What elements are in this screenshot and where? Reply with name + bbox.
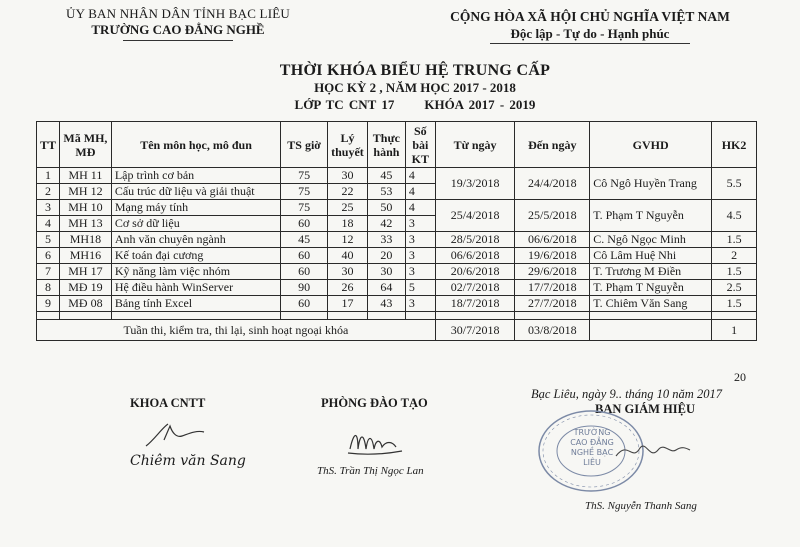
semester-line: HỌC KỲ 2 , NĂM HỌC 2017 - 2018 [314, 80, 516, 95]
board-title: BAN GIÁM HIỆU [595, 402, 696, 416]
dept-signature-icon [140, 418, 210, 454]
training-signer-name: ThS. Trần Thị Ngọc Lan [317, 465, 424, 477]
table-row: 4 MH 13 Cơ sở dữ liệu 60 18 42 3 [37, 216, 757, 232]
table-header-row [37, 122, 757, 168]
issuer-underline [123, 40, 233, 41]
stamp-text: TRƯỜNG CAO ĐẲNG NGHỀ BẠC LIÊU [570, 428, 614, 467]
total-weeks: 20 [734, 370, 746, 384]
col-practice: Thực hành [367, 122, 405, 168]
col-total-hours: TS giờ [281, 122, 328, 168]
table-row: 8 MĐ 19 Hệ điều hành WinServer 90 26 64 5 02/7/2018 17/7/2018 T. Phạm T Nguyễn 2.5 [37, 280, 757, 296]
issuer-school: TRƯỜNG CAO ĐẲNG NGHỀ [91, 22, 265, 37]
table-row: 7 MH 17 Kỹ năng làm việc nhóm 60 30 30 3 20/6/2018 29/6/2018 T. Trương M Điền 1.5 [37, 264, 757, 280]
issuer-org: ỦY BAN NHÂN DÂN TỈNH BẠC LIÊU [66, 6, 290, 21]
national-motto: Độc lập - Tự do - Hạnh phúc [510, 26, 670, 41]
col-tt: TT [37, 122, 60, 168]
col-name: Tên môn học, mô đun [111, 122, 280, 168]
class-name: LỚP TC CNT 17 [294, 97, 395, 112]
table-row: 9 MĐ 08 Bảng tính Excel 60 17 43 3 18/7/2018 27/7/2018 T. Chiêm Văn Sang 1.5 [37, 296, 757, 312]
class-line [200, 96, 630, 113]
col-hk2: HK2 [712, 122, 757, 168]
document-title: THỜI KHÓA BIỂU HỆ TRUNG CẤP [279, 62, 551, 79]
timetable [36, 121, 757, 341]
place-date: Bạc Liêu, ngày 9.. tháng 10 năm 2017 [531, 387, 722, 401]
col-code: Mã MH, MĐ [60, 122, 112, 168]
col-tests: Số bài KT [405, 122, 435, 168]
national-heading [420, 8, 760, 44]
training-office-title: PHÒNG ĐÀO TẠO [321, 396, 428, 410]
board-signer-name: ThS. Nguyễn Thanh Sang [585, 500, 697, 512]
summary-row [37, 320, 757, 341]
summary-hk2: 1 [712, 320, 757, 341]
table-row: 5 MH18 Anh văn chuyên ngành 45 12 33 3 28/5/2018 06/6/2018 C. Ngô Ngọc Minh 1.5 [37, 232, 757, 248]
col-theory: Lý thuyết [327, 122, 367, 168]
issuer-block [48, 6, 308, 41]
col-to: Đến ngày [515, 122, 590, 168]
table-row: 2 MH 12 Cấu trúc dữ liệu và giải thuật 75 22 53 4 [37, 184, 757, 200]
table-row: 1 MH 11 Lập trình cơ bản 75 30 45 4 19/3/2018 24/4/2018 Cô Ngô Huyền Trang 5.5 [37, 168, 757, 184]
summary-label: Tuần thi, kiểm tra, thi lại, sinh hoạt ngoại khóa [37, 320, 436, 341]
country-name: CỘNG HÒA XÃ HỘI CHỦ NGHĨA VIỆT NAM [450, 9, 730, 24]
cohort: KHÓA 2017 - 2019 [424, 97, 536, 112]
training-signature-icon [346, 425, 406, 459]
motto-underline [490, 43, 690, 44]
summary-to: 03/8/2018 [515, 320, 590, 341]
summary-from: 30/7/2018 [435, 320, 515, 341]
dept-signer-name: Chiêm văn Sang [130, 453, 246, 469]
col-gvhd: GVHD [590, 122, 712, 168]
table-spacer-row [37, 312, 757, 320]
table-row: 3 MH 10 Mạng máy tính 75 25 50 4 25/4/2018 25/5/2018 T. Phạm T Nguyễn 4.5 [37, 200, 757, 216]
document-titles [200, 62, 630, 113]
board-signature-icon [612, 436, 692, 466]
col-from: Từ ngày [435, 122, 515, 168]
table-row: 6 MH16 Kế toán đại cương 60 40 20 3 06/6/2018 19/6/2018 Cô Lâm Huệ Nhi 2 [37, 248, 757, 264]
dept-title: KHOA CNTT [130, 396, 206, 410]
